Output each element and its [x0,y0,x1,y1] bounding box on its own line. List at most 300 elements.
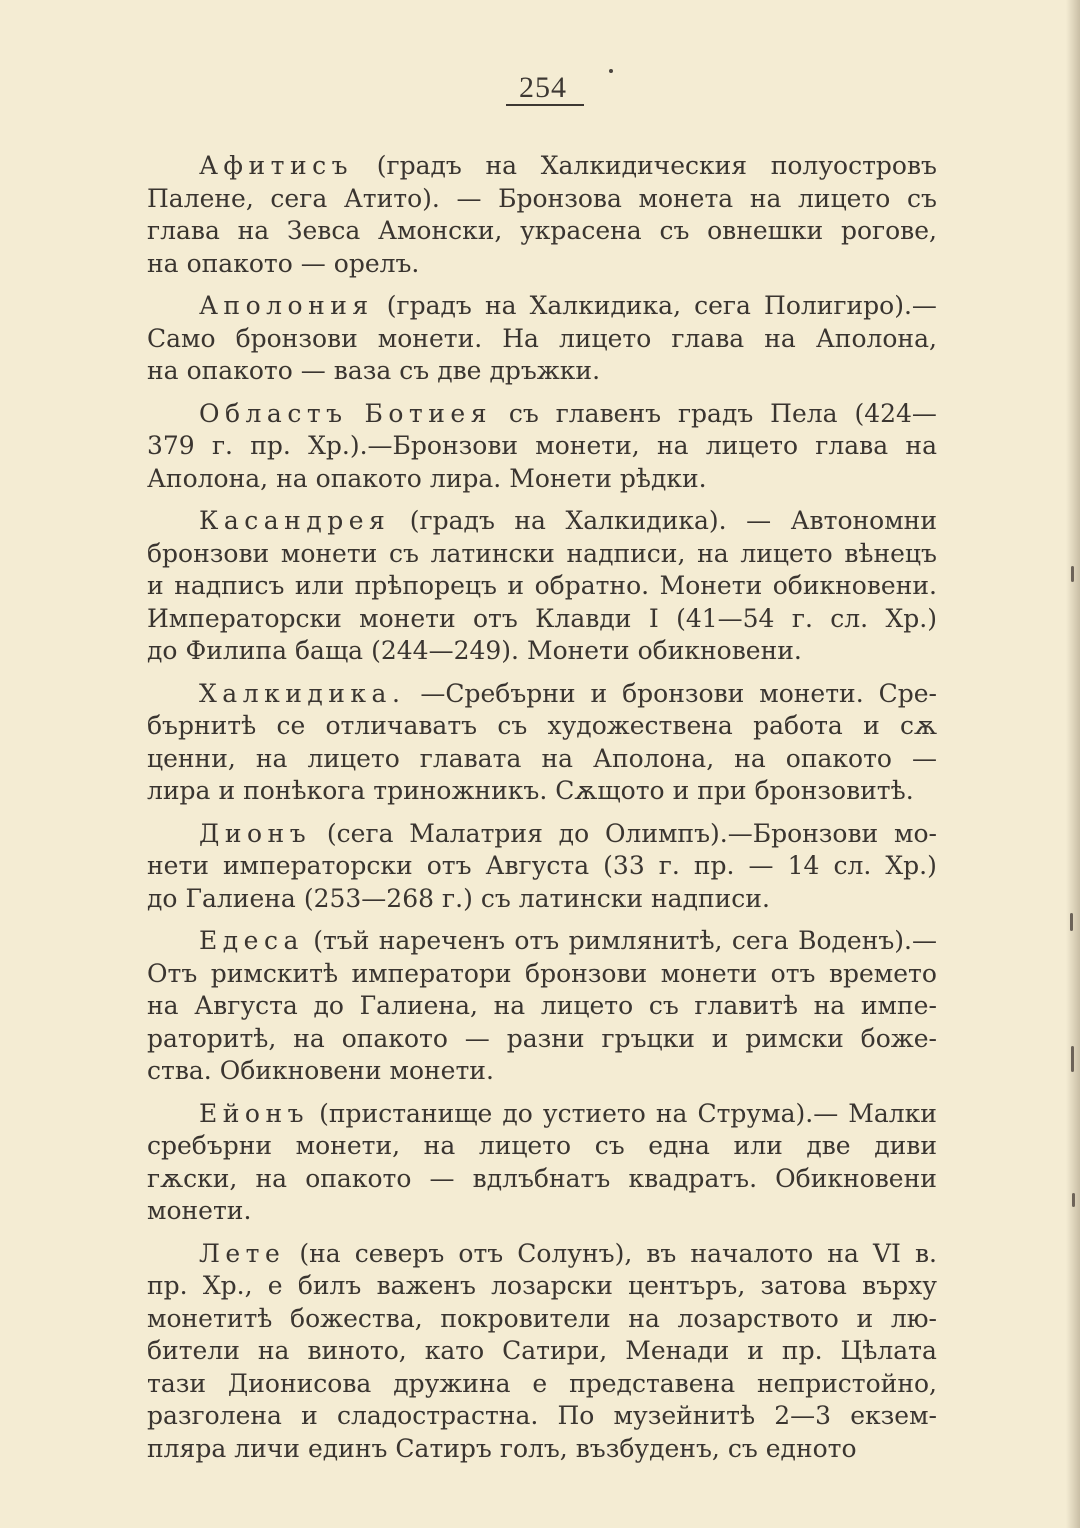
text-line [147,1195,937,1228]
word: или [733,1131,783,1160]
word: опакото [315,463,422,493]
entry-heading-word: Афитисъ [199,151,354,180]
text-line [147,603,937,636]
word: на [734,743,766,773]
word: и [301,1401,318,1430]
text-line [147,355,937,388]
word: Хр.).—Бронзови [308,431,519,460]
word: върху [862,1271,937,1300]
word: Халкидика, [529,291,682,320]
paragraph [147,1098,937,1228]
word: съ [648,991,679,1020]
text-line [147,1023,937,1056]
entry-heading-word: Ейонъ [199,1098,310,1128]
word: г. [211,431,233,460]
word: на [147,356,179,385]
word: Струма).— [697,1098,839,1128]
entry-heading-word: Ботиея [364,398,492,428]
word: в. [914,1238,937,1268]
word: и [147,571,164,600]
word: I [648,603,659,633]
word: бърнитѣ [147,711,257,740]
word: — [746,506,772,535]
word: рѣдки. [619,463,707,493]
word: на [293,1023,325,1053]
word: опакото [186,248,293,278]
word: на [423,1131,456,1160]
word: (градъ [409,506,495,535]
word: Цѣлата [840,1336,937,1365]
paragraph [147,678,937,808]
word: съ [508,398,539,428]
word: Атито). [343,183,440,213]
word: градъ [677,398,754,428]
word: и [672,776,690,805]
word: на [628,1303,660,1333]
text-line [147,1238,937,1271]
word: лозарството [677,1303,839,1333]
word: монети. [377,323,483,353]
word: билъ [297,1271,362,1300]
word: Августа [485,851,590,880]
word: е [267,1271,283,1300]
word: лю- [890,1303,937,1333]
word: Полигиро).— [764,291,937,320]
text-line [147,1433,937,1466]
word: главитѣ [694,991,798,1020]
word: гръцки [601,1023,695,1053]
text-line [147,1270,937,1303]
word: на [813,991,846,1020]
word: (253—268 [303,883,435,913]
word: отличаватъ [325,711,478,740]
word: на [749,183,782,213]
word: Сатиръ [395,1433,492,1463]
word: (33 [603,851,645,880]
paragraph [147,1238,937,1466]
word: VI [872,1238,901,1268]
word: Монети [526,636,630,665]
word: гѫски, [147,1163,238,1193]
word: латински [518,883,643,913]
word: — [456,183,482,213]
word: опакото [341,1023,448,1053]
word: Августа [194,991,298,1020]
word: художествена [547,711,733,740]
word: обикновени. [637,636,802,665]
word: съ [497,711,528,740]
word: — [748,851,774,880]
text-line [147,1335,937,1368]
word: г.) [442,883,473,913]
word: и [863,711,880,740]
word: рогове, [840,216,937,245]
word: монети, [535,431,640,460]
word: на [237,216,270,245]
word: римски [745,1023,844,1053]
word: възбуденъ, [575,1433,720,1463]
word: лицето [705,431,799,460]
word: надписи. [651,883,770,913]
word: лицето [558,323,652,353]
word: главенъ [555,398,662,428]
word: божества, [290,1303,423,1333]
word: главата [419,743,522,773]
word: лицето [540,991,634,1020]
word: екзем- [850,1401,937,1430]
word: е [532,1368,548,1398]
text-line [147,215,937,248]
word: (сега [326,818,394,848]
entry-heading-word: Дионъ [199,818,312,848]
word: Малки [848,1098,937,1128]
word: Сатири, [502,1336,608,1365]
word: римлянитѣ, [568,926,723,955]
word: пляра [147,1433,227,1463]
word: сл. [833,851,872,880]
word: отъ [514,926,560,955]
word: на [255,743,288,773]
word: 2—3 [774,1401,832,1430]
word: музейнитѣ [613,1401,756,1430]
text-line [147,150,937,183]
word: (градъ [386,291,472,320]
word: лицето [740,538,833,568]
word: съ [399,356,430,385]
word: украсена [520,216,642,245]
word: баща [294,636,364,665]
word: до [147,883,178,913]
word: лозарски [491,1271,613,1300]
word: съ [727,1433,758,1463]
word: — [300,248,326,278]
word: на [541,743,574,773]
entry-heading-word: Лете [199,1238,286,1268]
word: затова [760,1271,847,1300]
word: на [905,431,937,460]
word: овнешки [707,216,824,245]
text-line [147,1098,937,1131]
word: Автономни [790,506,937,535]
word: — [300,356,326,385]
word: Солунъ), [517,1238,633,1268]
word: (на [299,1238,341,1268]
word: Палене, [147,183,254,213]
word: до [502,1098,533,1128]
text-line [147,710,937,743]
word: едното [765,1433,857,1463]
word: началото [690,1238,814,1268]
word: сѫ [900,711,937,740]
word: надписъ [174,571,285,600]
word: и [218,776,236,805]
word: две [437,356,482,385]
word: бронзови [235,323,358,353]
word: работа [753,711,843,740]
text-line [147,635,937,668]
word: монети. [759,678,864,708]
word: съ [659,216,690,245]
word: голъ, [499,1433,568,1463]
word: импе- [860,991,937,1020]
word: на [827,1238,859,1268]
word: Амонски, [378,216,503,245]
word: или [294,571,345,600]
body-text [147,150,937,1475]
word: глава [147,216,220,245]
text-line [147,398,937,431]
word: Отъ [147,958,198,988]
text-line [147,248,937,281]
word: отъ [770,958,816,988]
word: Хр.) [885,603,937,633]
entry-heading-word: Халкидика. [199,678,406,708]
word: Хр., [202,1271,253,1300]
word: монети [359,603,456,633]
word: (41—54 [676,603,775,633]
word: Зевса [286,216,361,245]
word: Халкидика). [565,506,727,535]
word: разни [506,1023,585,1053]
word: опакото [305,1163,412,1193]
word: монети. [389,1056,494,1085]
word: монети [660,958,758,988]
word: и [590,678,608,708]
word: Императорски [147,603,342,633]
word: опакото [785,743,892,773]
word: г. [791,603,813,633]
word: понѣкога [243,776,366,805]
word: Аполона, [147,463,269,493]
word: лицето [478,1131,572,1160]
word: личи [234,1433,300,1463]
word: обратно. [534,571,650,600]
word: съ [906,183,937,213]
word: на [764,323,796,353]
text-line [147,1163,937,1196]
word: римскитѣ [210,958,339,988]
word: глава [671,323,745,353]
word: ства. [147,1056,212,1085]
text-line [147,818,937,851]
word: Халкидическия [540,151,748,180]
page-number-underline [506,104,584,106]
text-line [147,850,937,883]
word: (424— [854,398,937,428]
word: единъ [307,1433,388,1463]
word: вдлъбнатъ [472,1163,611,1193]
word: виното, [307,1336,407,1365]
word: пр. [250,431,291,460]
word: Пела [770,398,838,428]
word: Филипа [185,636,287,665]
paragraph [147,925,937,1088]
word: пр. [147,1271,188,1300]
entry-heading-word: Касандрея [199,506,391,535]
word: Обикновени [775,1163,937,1193]
word: 14 [787,851,820,880]
text-line [147,743,937,776]
word: Обикновени [219,1056,382,1085]
word: императорски [223,851,413,880]
word: бронзови [525,958,648,988]
word: полуостровъ [770,151,937,180]
word: на [493,991,526,1020]
paragraph [147,505,937,668]
word: опакото [186,356,293,385]
text-line [147,538,937,571]
word: пр. [693,851,735,880]
word: (пристанище [319,1098,493,1128]
word: вѣнецъ [844,538,937,568]
word: ценни, [147,743,236,773]
word: Бронзова [498,183,622,213]
word: до [313,991,344,1020]
text-line [147,678,937,711]
word: латински [430,538,555,568]
word: монети [280,538,378,568]
word: на [276,463,308,493]
word: монета [638,183,734,213]
text-line [147,463,937,496]
word: Монети [659,571,763,600]
word: на [697,538,729,568]
word: лицето [798,183,891,213]
word: глава [815,431,889,460]
word: Олимпъ).—Бронзови [604,818,879,848]
word: нети [147,851,209,880]
word: —Сребърни [420,678,576,708]
word: отъ [473,603,518,633]
word: сребърни [147,1131,273,1160]
word: съ [389,538,419,568]
word: орелъ. [333,248,420,278]
word: на [514,506,546,535]
paragraph [147,290,937,388]
word: Хр.) [885,851,937,880]
word: Монети [509,463,612,493]
word: и [507,571,525,600]
word: покровители [440,1303,611,1333]
word: на [257,1336,290,1365]
word: дръжки. [489,356,601,385]
text-line [147,990,937,1023]
text-line [147,430,937,463]
word: Сре- [878,678,937,708]
text-line [147,1055,937,1088]
text-line [147,1400,937,1433]
word: се [276,711,306,740]
word: разголена [147,1401,282,1430]
word: отъ [458,1238,504,1268]
word: представена [569,1368,736,1398]
text-line [147,775,937,808]
word: Сѫщото [555,776,665,805]
word: сладострастна. [336,1401,539,1430]
word: устието [542,1098,646,1128]
text-line [147,958,937,991]
word: боже- [860,1023,937,1053]
word: северъ [354,1238,445,1268]
word: г. [658,851,680,880]
word: Дионисова [227,1368,372,1398]
word: Галиена, [359,991,478,1020]
word: на [656,431,689,460]
word: квадратъ. [628,1163,758,1193]
word: Галиена [185,883,296,913]
word: сега [270,183,328,213]
text-line [147,1368,937,1401]
word: Само [147,323,216,353]
word: лира [147,776,211,805]
word: отъ [426,851,472,880]
word: дружина [393,1368,511,1398]
word: раторитѣ, [147,1023,277,1053]
entry-heading-word: Едеса [199,926,304,955]
word: нареченъ [378,926,506,955]
word: бронзови [147,538,270,568]
word: една [648,1131,710,1160]
word: две [806,1131,851,1160]
entry-heading-word: Аполония [199,291,374,320]
word: при [697,776,747,805]
text-line [147,323,937,356]
word: (тъй [313,926,370,955]
word: времето [828,958,937,988]
word: Клавди [535,603,632,633]
text-line [147,290,937,323]
word: бронзовитѣ. [754,776,914,805]
word: бронзови [622,678,745,708]
word: като [424,1336,485,1365]
word: сл. [830,603,869,633]
paragraph [147,818,937,916]
word: — [464,1023,490,1053]
word: сега [694,291,751,320]
word: на [147,991,179,1020]
page-edge-shadow [1066,0,1080,1528]
text-line [147,183,937,216]
text-line [147,570,937,603]
word: На [502,323,539,353]
print-speck [609,69,613,73]
word: и [711,1023,729,1053]
word: Аполона, [815,323,937,353]
word: Малатрия [409,818,543,848]
word: пр. [781,1336,823,1365]
word: съ [480,883,511,913]
word: важенъ [376,1271,476,1300]
word: диви [874,1131,937,1160]
word: лира. [429,463,502,493]
word: центъръ, [628,1271,746,1300]
word: и [747,1336,764,1365]
word: триножникъ. [373,776,548,805]
word: императори [351,958,512,988]
paragraph [147,398,937,496]
word: на [484,291,517,320]
word: лицето [307,743,400,773]
word: на [485,151,518,180]
word: монети, [295,1131,401,1160]
word: (градъ [376,151,462,180]
word: бители [147,1336,240,1365]
text-line [147,883,937,916]
word: тази [147,1368,207,1398]
word: въ [646,1238,677,1268]
word: непристойно, [757,1368,937,1398]
word: — [429,1163,455,1193]
